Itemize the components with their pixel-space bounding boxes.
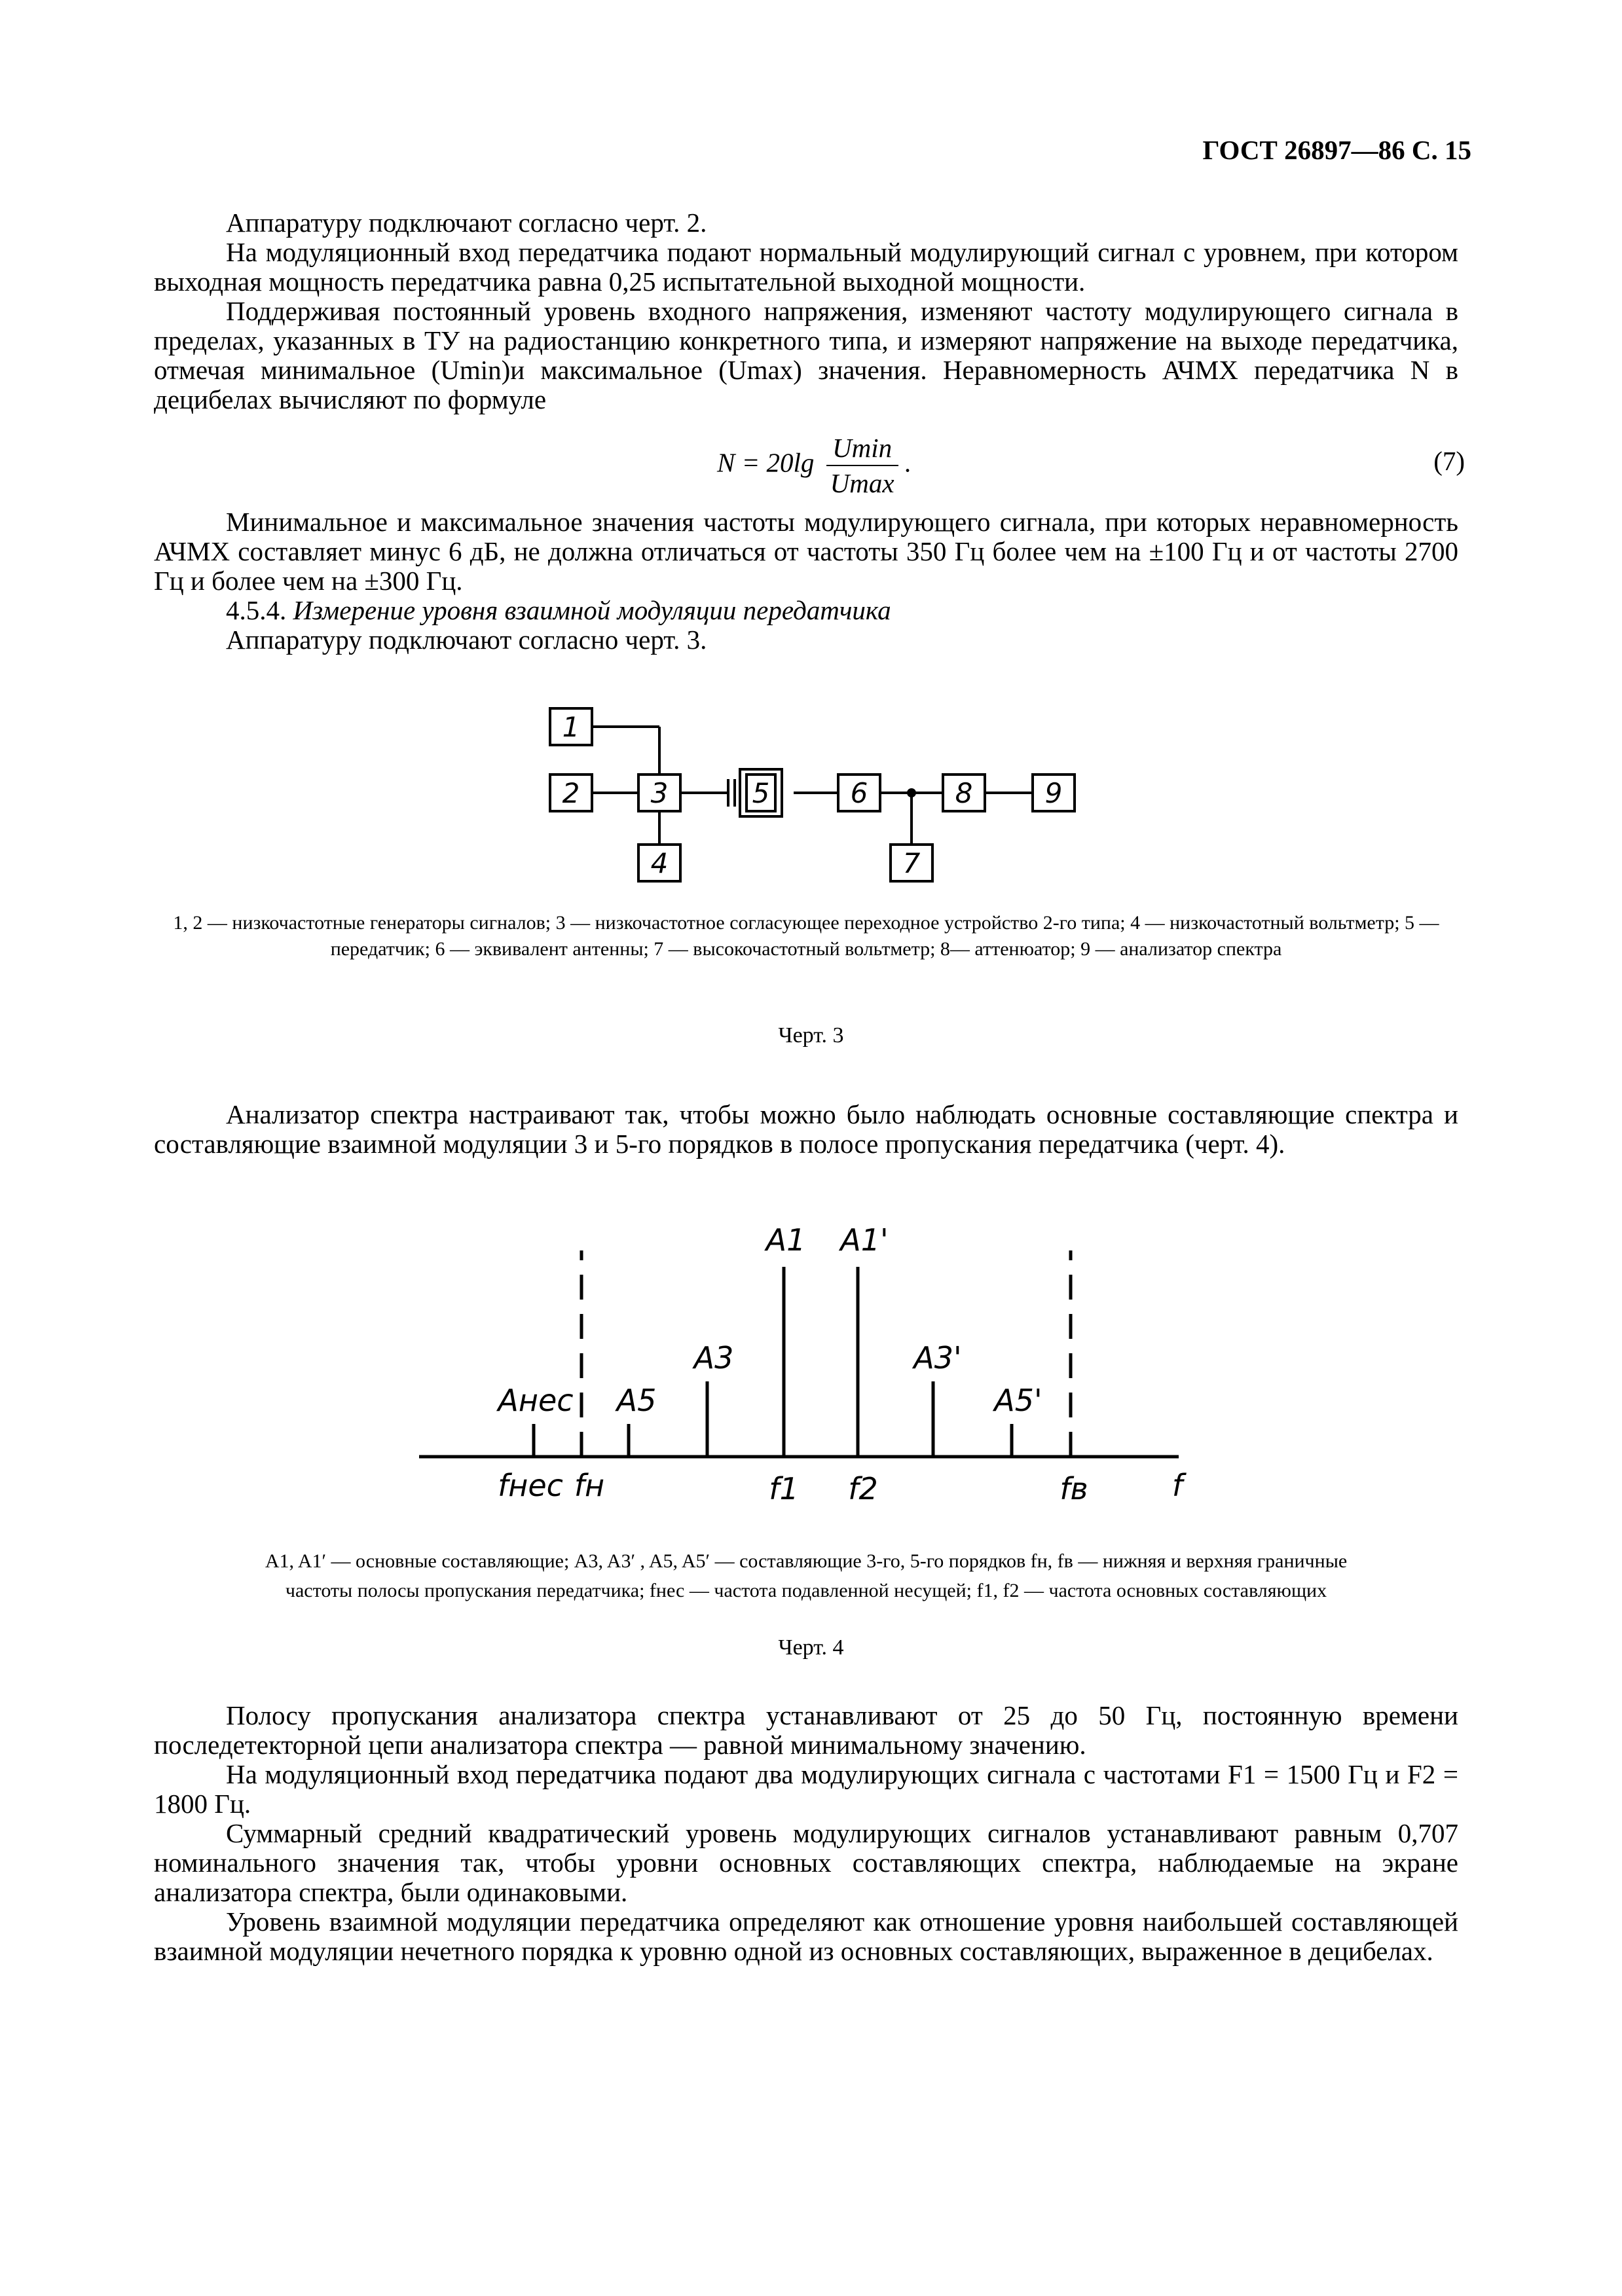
formula-lhs: N = 20lg [717, 447, 815, 478]
label-a5: A5 [616, 1383, 657, 1418]
block-label-4: 4 [650, 847, 669, 879]
block-label-9: 9 [1044, 777, 1063, 809]
paragraph-4: Минимальное и максимальное значения частоты модулирующего сигнала, при которых неравномерность АЧМХ составляет минус 6 дБ, не должна отличаться от частоты 350 Гц более чем на ±100 Гц и от частоты 2700 Гц и более чем на ±300 Гц. [154, 507, 1458, 596]
paragraph-11: Уровень взаимной модуляции передатчика определяют как отношение уровня наибольшей составляющей взаимной модуляции нечетного порядка к уровню одной из основных составляющих, выраженное в децибелах. [154, 1906, 1458, 1966]
paragraph-3: Поддерживая постоянный уровень входного напряжения, изменяют частоту модулирующего сигнала в пределах, указанных в ТУ на радиостанцию конкретного типа, и измеряют напряжение на выходе передатчика, отмечая минимальное (Umin)и максимальное (Umax) значения. Неравномерность АЧМХ передатчика N в децибелах вычисляют по формуле [154, 296, 1458, 414]
block-label-5: 5 [752, 777, 770, 809]
paragraph-7: Анализатор спектра настраивают так, чтобы можно было наблюдать основные составляющие спектра и составляющие взаимной модуляции 3 и 5-го порядков в полосе пропускания передатчика (черт. 4). [154, 1099, 1458, 1159]
block-label-3: 3 [650, 777, 669, 809]
axis-label-f-v: fв [1060, 1471, 1088, 1506]
figure-label-4: Черт. 4 [778, 1635, 844, 1660]
section-number: 4.5.4. [226, 595, 287, 625]
label-a3: A3 [693, 1340, 734, 1376]
paragraph-2: На модуляционный вход передатчика подают нормальный модулирующий сигнал с уровнем, при котором выходная мощность передатчика равна 0,25 испытательной выходной мощности. [154, 237, 1458, 297]
paragraph-10: Суммарный средний квадратический уровень модулирующих сигналов устанавливают равным 0,707 номинального значения так, чтобы уровни основных составляющих спектра, наблюдаемые на экране анализатора спектра, были одинаковыми. [154, 1818, 1458, 1907]
axis-label-f: f [1171, 1468, 1183, 1503]
paragraph-8: Полосу пропускания анализатора спектра устанавливают от 25 до 50 Гц, постоянную времени последетекторной цепи анализатора спектра — равной минимальному значению. [154, 1700, 1458, 1760]
label-a5-prime: A5' [994, 1383, 1042, 1418]
block-label-6: 6 [850, 777, 868, 809]
axis-label-f1: f1 [769, 1471, 799, 1506]
figure-label-3: Черт. 3 [778, 1023, 844, 1048]
block-label-7: 7 [902, 847, 921, 879]
axis-label-f-nes: fнес [498, 1468, 563, 1503]
axis-label-f2: f2 [848, 1471, 878, 1506]
block-label-1: 1 [562, 711, 580, 743]
formula-numerator: Umin [826, 432, 898, 466]
label-a1: A1 [765, 1222, 806, 1258]
formula-number: (7) [1433, 446, 1465, 476]
page-header: ГОСТ 26897—86 С. 15 [1202, 135, 1471, 165]
caption-3: 1, 2 — низкочастотные генераторы сигналов; 3 — низкочастотное согласующее переходное устройство 2-го типа; 4 — низкочастотный вольтметр; 5 — передатчик; 6 — эквивалент антенны; 7 — высокочастотный вольтметр; 8— аттенюатор; 9 — анализатор спектра [173, 912, 1439, 960]
section-title: Измерение уровня взаимной модуляции передатчика [293, 595, 891, 625]
block-label-8: 8 [955, 777, 973, 809]
formula-7: N = 20lg $\frac{Umin}{Umax}$ . [717, 433, 912, 498]
paragraph-1: Аппаратуру подключают согласно черт. 2. [226, 208, 707, 238]
caption-4-line-2: частоты полосы пропускания передатчика; fнес — частота подавленной несущей; f1, f2 — частота основных составляющих [285, 1580, 1327, 1601]
block-label-2: 2 [562, 777, 580, 809]
caption-4-line-1: A1, A1′ — основные составляющие; A3, A3′ , A5, A5′ — составляющие 3-го, 5-го порядков fн, fв — нижняя и верхняя граничные [265, 1550, 1348, 1572]
label-a3-prime: A3' [913, 1340, 962, 1376]
formula-denominator: Umax [830, 468, 894, 498]
paragraph-6: Аппаратуру подключают согласно черт. 3. [226, 625, 707, 655]
paragraph-9: На модуляционный вход передатчика подают два модулирующих сигнала с частотами F1 = 1500 Гц и F2 = 1800 Гц. [154, 1759, 1458, 1819]
axis-label-f-n: fн [574, 1468, 605, 1503]
label-a-nes: Aнес [498, 1383, 574, 1418]
label-a1-prime: A1' [840, 1222, 889, 1258]
